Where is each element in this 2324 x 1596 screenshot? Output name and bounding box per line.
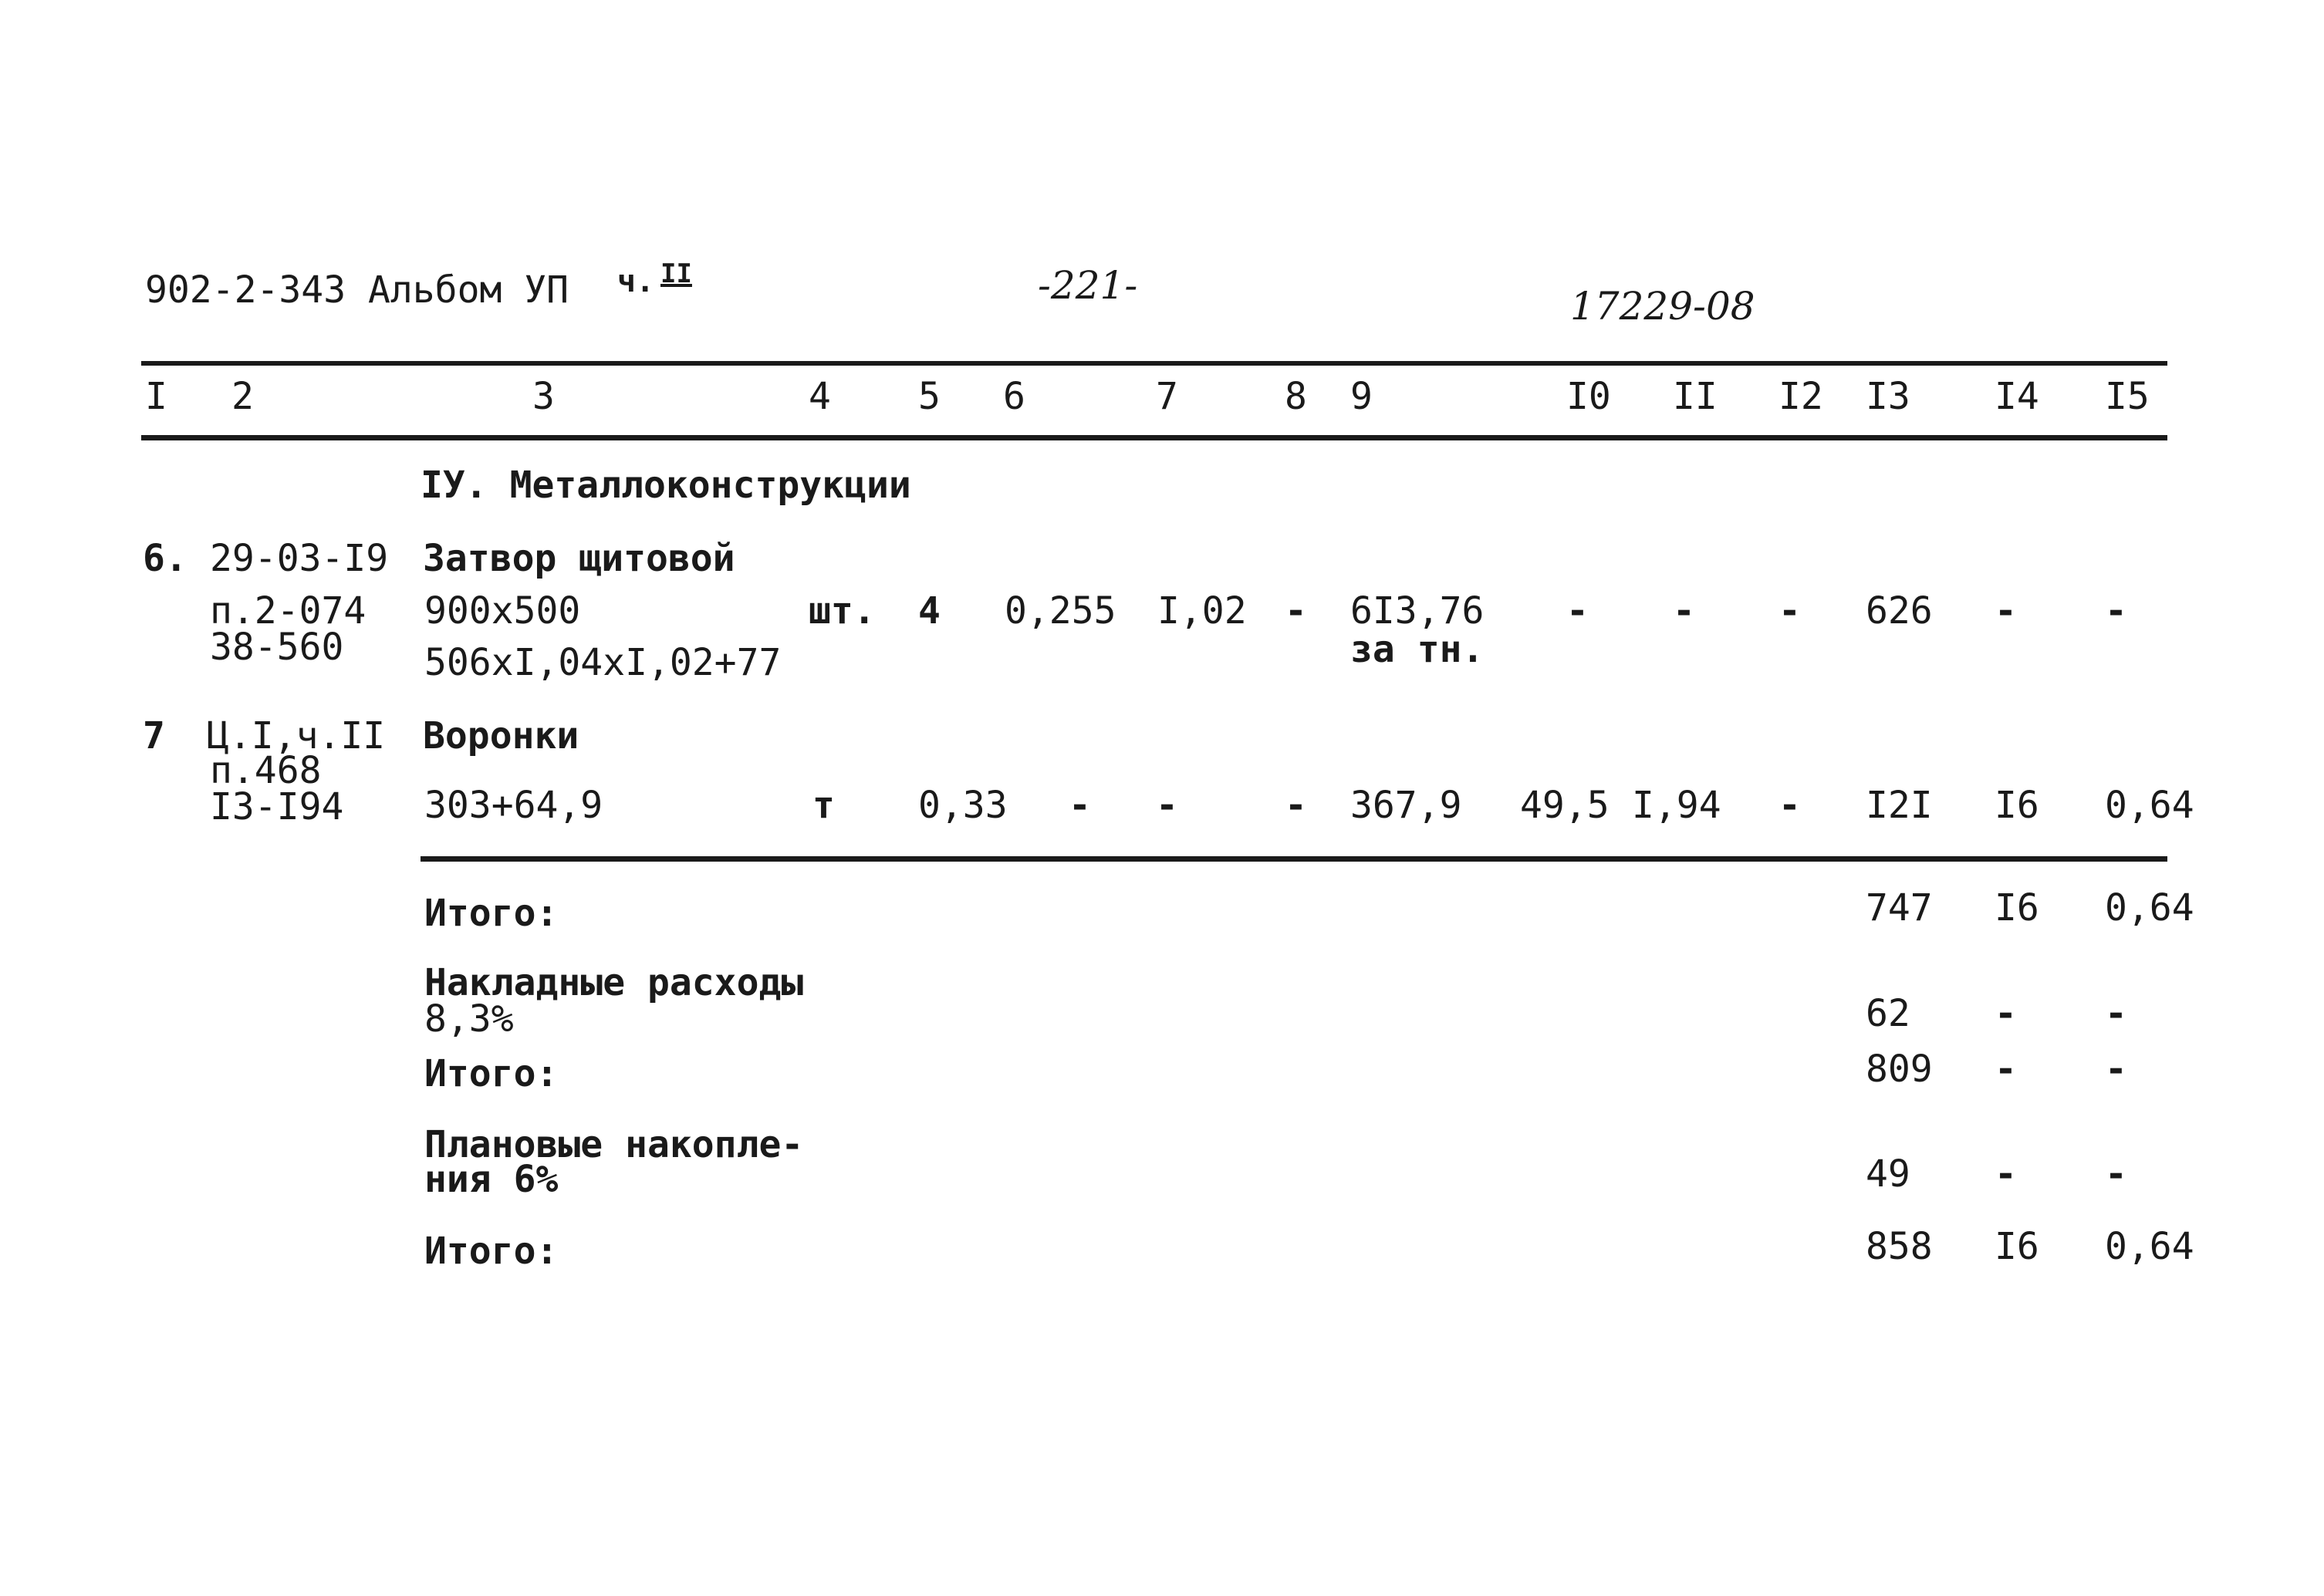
- summary-col15: -: [2105, 992, 2127, 1035]
- item-col15: 0,64: [2105, 784, 2194, 827]
- handwritten-code: 17229-08: [1570, 284, 1755, 329]
- item-col7: I,02: [1157, 589, 1247, 633]
- header-bottom-rule: [141, 435, 2167, 440]
- col-header-12: I2: [1778, 375, 1823, 418]
- summary-col14: -: [1995, 1152, 2017, 1196]
- item-col8: -: [1285, 589, 1307, 633]
- item-col11: -: [1673, 589, 1695, 633]
- summary-label: Итого:: [424, 1230, 559, 1273]
- item-col10: -: [1566, 589, 1589, 633]
- item-col8: -: [1285, 784, 1307, 827]
- col-header-10: I0: [1566, 375, 1611, 418]
- summary-label: Плановые накопле-: [424, 1123, 804, 1166]
- summary-col15: 0,64: [2105, 886, 2194, 930]
- item-col6: -: [1069, 784, 1091, 827]
- table-top-rule: [141, 361, 2167, 366]
- item-code-price: I3-I94: [210, 785, 344, 828]
- part-number: II: [660, 258, 692, 289]
- col-header-3: 3: [532, 375, 555, 418]
- col-header-5: 5: [918, 375, 941, 418]
- col-header-6: 6: [1003, 375, 1025, 418]
- item-number: 7: [143, 714, 165, 758]
- item-col11: I,94: [1632, 784, 1721, 827]
- document-reference: 902-2-343 Альбом УП: [145, 268, 569, 312]
- item-name: Затвор щитовой: [423, 537, 735, 580]
- item-col10: 49,5: [1520, 784, 1610, 827]
- item-col13: 626: [1866, 589, 1933, 633]
- part-label: ч.: [617, 264, 655, 299]
- col-header-14: I4: [1995, 375, 2039, 418]
- item-code-ref: п.2-074: [210, 589, 367, 633]
- summary-col14: -: [1995, 992, 2017, 1035]
- summary-col13: 62: [1866, 992, 1910, 1035]
- page-number: -221-: [1038, 263, 1138, 308]
- summary-col13: 747: [1866, 886, 1933, 930]
- summary-col13: 858: [1866, 1225, 1933, 1268]
- item-unit: шт.: [809, 589, 876, 633]
- section-title: IУ. Металлоконструкции: [421, 464, 911, 507]
- summary-col14: -: [1995, 1048, 2017, 1091]
- summary-col15: 0,64: [2105, 1225, 2194, 1268]
- col-header-13: I3: [1866, 375, 1910, 418]
- summary-col14: I6: [1995, 1225, 2039, 1268]
- summary-label-rate: 8,3%: [424, 997, 514, 1041]
- col-header-11: II: [1673, 375, 1718, 418]
- item-name: Воронки: [423, 714, 579, 758]
- summary-label: Итого:: [424, 1052, 559, 1095]
- summary-col13: 49: [1866, 1152, 1910, 1196]
- summary-col15: -: [2105, 1048, 2127, 1091]
- item-col13: I2I: [1866, 784, 1933, 827]
- col-header-2: 2: [231, 375, 254, 418]
- summary-col14: I6: [1995, 886, 2039, 930]
- item-number: 6.: [143, 537, 187, 580]
- col-header-7: 7: [1156, 375, 1178, 418]
- item-code: 29-03-I9: [210, 537, 389, 580]
- item-col9: 367,9: [1350, 784, 1462, 827]
- item-col6: 0,255: [1005, 589, 1116, 633]
- item-code-ref: п.468: [210, 749, 322, 792]
- summary-label: Итого:: [424, 892, 559, 935]
- item-col12: -: [1778, 589, 1801, 633]
- item-col9: 6I3,76: [1350, 589, 1485, 633]
- summary-col13: 809: [1866, 1048, 1933, 1091]
- item-col7: -: [1156, 784, 1178, 827]
- item-col12: -: [1778, 784, 1801, 827]
- col-header-4: 4: [809, 375, 831, 418]
- item-col14: I6: [1995, 784, 2039, 827]
- item-code-price: 38-560: [210, 626, 344, 669]
- col-header-8: 8: [1285, 375, 1307, 418]
- item-calc: 303+64,9: [424, 784, 603, 827]
- item-col5: 4: [918, 589, 941, 633]
- item-col5: 0,33: [918, 784, 1008, 827]
- item-col14: -: [1995, 589, 2017, 633]
- col-header-9: 9: [1350, 375, 1373, 418]
- summary-col15: -: [2105, 1152, 2127, 1196]
- item-spec: 900x500: [424, 589, 581, 633]
- item-calc: 506xI,04xI,02+77: [424, 641, 782, 684]
- summary-label: Накладные расходы: [424, 961, 804, 1004]
- item-unit: т: [812, 784, 835, 827]
- col-header-1: I: [145, 375, 167, 418]
- col-header-15: I5: [2105, 375, 2150, 418]
- summary-label-rate: ния 6%: [424, 1158, 559, 1201]
- item-code: Ц.I,ч.II: [207, 714, 386, 758]
- item-col9-note: за тн.: [1350, 628, 1485, 671]
- item-col15: -: [2105, 589, 2127, 633]
- summary-rule: [421, 856, 2167, 862]
